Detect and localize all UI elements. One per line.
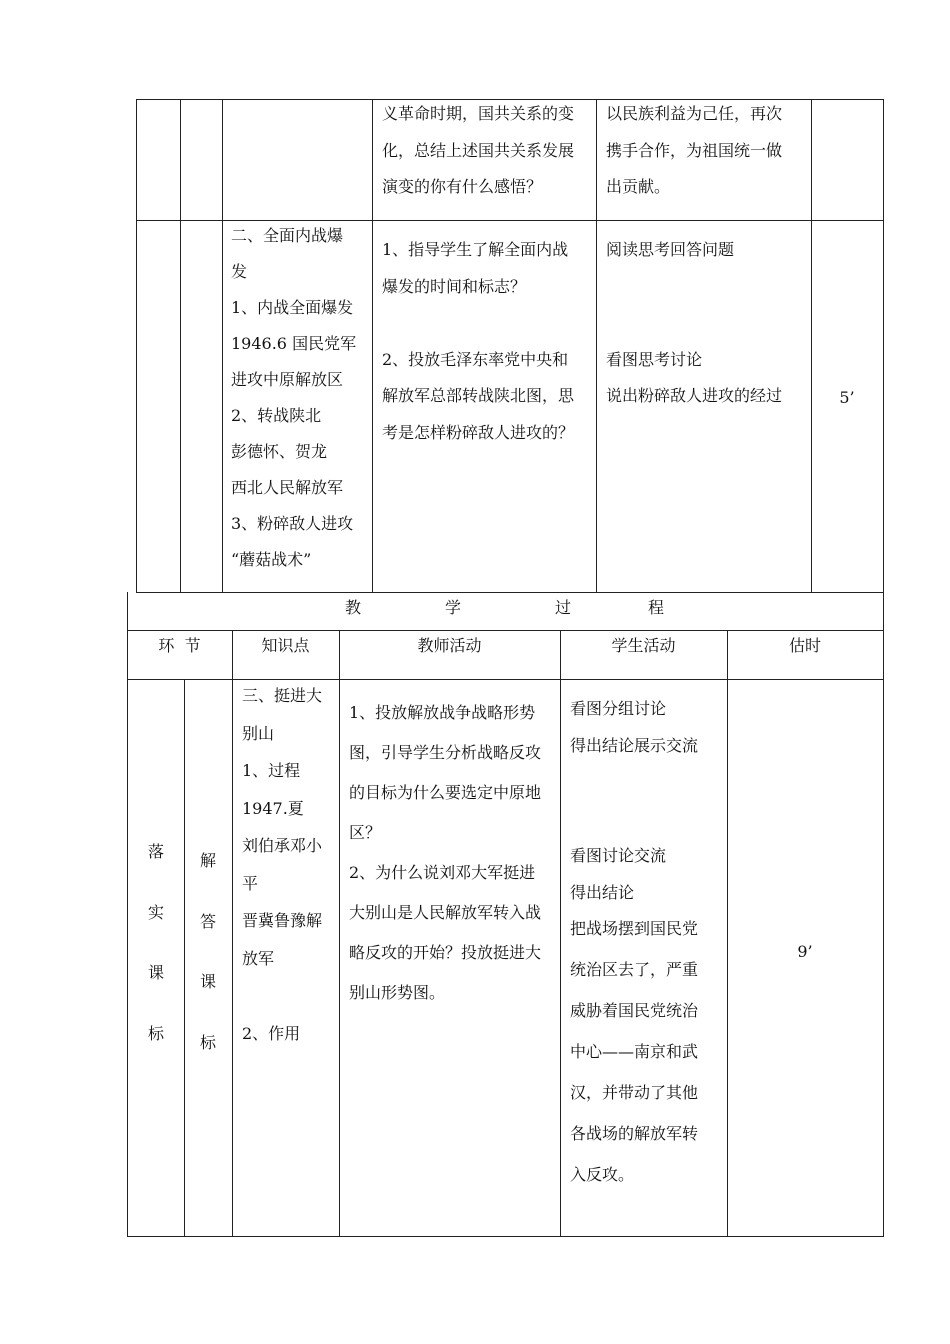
- table2-row1-teacher-cell: [349, 693, 541, 1013]
- stage-char: 标: [147, 1023, 164, 1043]
- header-knowledge: 知识点: [261, 636, 310, 655]
- header-stage: 环 节: [158, 636, 201, 655]
- text-line: 看图分组讨论: [570, 699, 667, 718]
- text-line: 2、转战陕北: [231, 406, 322, 425]
- table1-row1-teacher-cell: [382, 96, 574, 206]
- table2-title-char: 程: [648, 598, 665, 617]
- text-line: 以民族利益为己任，再次: [606, 104, 783, 123]
- text-line: 别山形势图。: [349, 983, 446, 1002]
- stage-char: 实: [147, 902, 164, 922]
- text-line: 2、为什么说刘邓大军挺进: [349, 863, 536, 882]
- table1-col-line: [222, 99, 223, 592]
- table1-row2-knowledge-cell: [231, 218, 356, 578]
- text-line: 图，引导学生分析战略反攻: [349, 743, 542, 762]
- table1-row2-time: 5’: [839, 388, 855, 407]
- text-line: 大别山是人民解放军转入战: [349, 903, 542, 922]
- text-line: 演变的你有什么感悟？: [382, 177, 543, 196]
- sub-stage-char: 答: [199, 911, 216, 931]
- table2-col-line: [184, 679, 185, 1236]
- text-line: 放军: [242, 948, 275, 968]
- text-line: 西北人民解放军: [231, 478, 344, 497]
- table2-row1-student-cell-a: [570, 691, 698, 764]
- text-line: 彭德怀、贺龙: [231, 442, 328, 461]
- table2-title-char: 过: [555, 598, 572, 617]
- text-line: 3、粉碎敌人进攻: [231, 514, 354, 533]
- text-line: 发: [231, 262, 248, 281]
- text-line: 1、过程: [242, 761, 301, 780]
- text-line: 爆发的时间和标志？: [382, 276, 527, 296]
- text-line: 1、内战全面爆发: [231, 298, 354, 317]
- text-line: [382, 305, 574, 342]
- text-line: 威胁着国民党统治: [570, 1001, 699, 1020]
- table1-col-line: [811, 99, 812, 592]
- table2-title-char: 教: [345, 598, 362, 617]
- text-line: [606, 305, 782, 342]
- table2-row1-student-cell-c: [570, 908, 698, 1195]
- text-line: 化，总结上述国共关系发展: [382, 140, 575, 160]
- text-line: 统治区去了，严重: [570, 960, 699, 979]
- table2-row1-student-cell-b: [570, 838, 666, 911]
- text-line: 略反攻的开始？投放挺进大: [349, 943, 542, 962]
- stage-char: 课: [147, 963, 164, 982]
- text-line: 2、作用: [242, 1023, 301, 1043]
- table2-col-line: [339, 630, 340, 1236]
- text-line: 把战场摆到国民党: [570, 919, 699, 938]
- stage-char: 落: [147, 842, 164, 861]
- table2-left-border: [127, 592, 128, 1237]
- sub-stage-char: 标: [199, 1032, 216, 1052]
- text-line: 刘伯承邓小: [242, 836, 323, 855]
- table2-col-line: [560, 630, 561, 1236]
- table1-bottom-border: [136, 592, 883, 593]
- text-line: 平: [242, 873, 259, 893]
- text-line: 区？: [349, 823, 382, 842]
- text-line: 各战场的解放军转: [570, 1124, 699, 1143]
- text-line: 1、投放解放战争战略形势: [349, 703, 536, 722]
- text-line: 别山: [242, 723, 275, 743]
- text-line: 晋冀鲁豫解: [242, 911, 323, 930]
- table1-col-line: [136, 99, 137, 592]
- text-line: 考是怎样粉碎敌人进攻的？: [382, 422, 575, 442]
- text-line: 看图思考讨论: [606, 349, 703, 369]
- table1-col-line: [180, 99, 181, 592]
- table2-row1-time: 9’: [797, 942, 813, 961]
- text-line: 进攻中原解放区: [231, 370, 344, 389]
- text-line: [606, 269, 782, 306]
- table2-title-divider: [127, 630, 883, 631]
- header-teacher: 教师活动: [417, 636, 482, 655]
- sub-stage-label-vertical: [196, 849, 220, 1091]
- table1-col-line: [372, 99, 373, 592]
- table1-col-line: [596, 99, 597, 592]
- text-line: 1947.夏: [242, 798, 304, 818]
- text-line: 出贡献。: [606, 177, 671, 196]
- header-student: 学生活动: [611, 636, 676, 655]
- text-line: 中心——南京和武: [570, 1042, 699, 1061]
- text-line: 义革命时期，国共关系的变: [382, 104, 575, 123]
- text-line: 携手合作，为祖国统一做: [606, 140, 783, 160]
- text-line: 入反攻。: [570, 1165, 635, 1184]
- table2-col-line: [727, 630, 728, 1236]
- text-line: 1946.6 国民党军: [231, 334, 357, 353]
- text-line: 二、全面内战爆: [231, 226, 344, 245]
- text-line: 2、投放毛泽东率党中央和: [382, 349, 569, 369]
- text-line: 得出结论展示交流: [570, 735, 699, 755]
- text-line: 三、挺进大: [242, 686, 323, 705]
- sub-stage-char: 解: [199, 851, 216, 870]
- table2-col-line: [232, 630, 233, 1236]
- table1-row1-student-cell: [606, 96, 782, 206]
- table1-row2-student-cell: [606, 232, 782, 415]
- text-line: 的目标为什么要选定中原地: [349, 783, 542, 802]
- text-line: 汉，并带动了其他: [570, 1083, 699, 1102]
- text-line: 阅读思考回答问题: [606, 240, 735, 259]
- table2-title-char: 学: [445, 598, 462, 617]
- text-line: 1、指导学生了解全面内战: [382, 240, 569, 259]
- text-line: [242, 977, 322, 1015]
- table1-row2-teacher-cell: [382, 232, 574, 451]
- table1-col-line: [883, 99, 884, 592]
- text-line: 解放军总部转战陕北图，思: [382, 386, 575, 405]
- text-line: 看图讨论交流: [570, 846, 667, 865]
- table2-row1-knowledge-cell: [242, 677, 322, 1052]
- table2-bottom-border: [127, 1236, 883, 1237]
- sub-stage-char: 课: [199, 972, 216, 991]
- text-line: 得出结论: [570, 882, 635, 902]
- table2-header-divider: [127, 679, 883, 680]
- table2-right-border: [883, 592, 884, 1237]
- stage-label-vertical: [144, 840, 168, 1082]
- header-time: 估时: [788, 636, 821, 655]
- text-line: “蘑菇战术”: [231, 550, 312, 569]
- text-line: 说出粉碎敌人进攻的经过: [606, 386, 783, 405]
